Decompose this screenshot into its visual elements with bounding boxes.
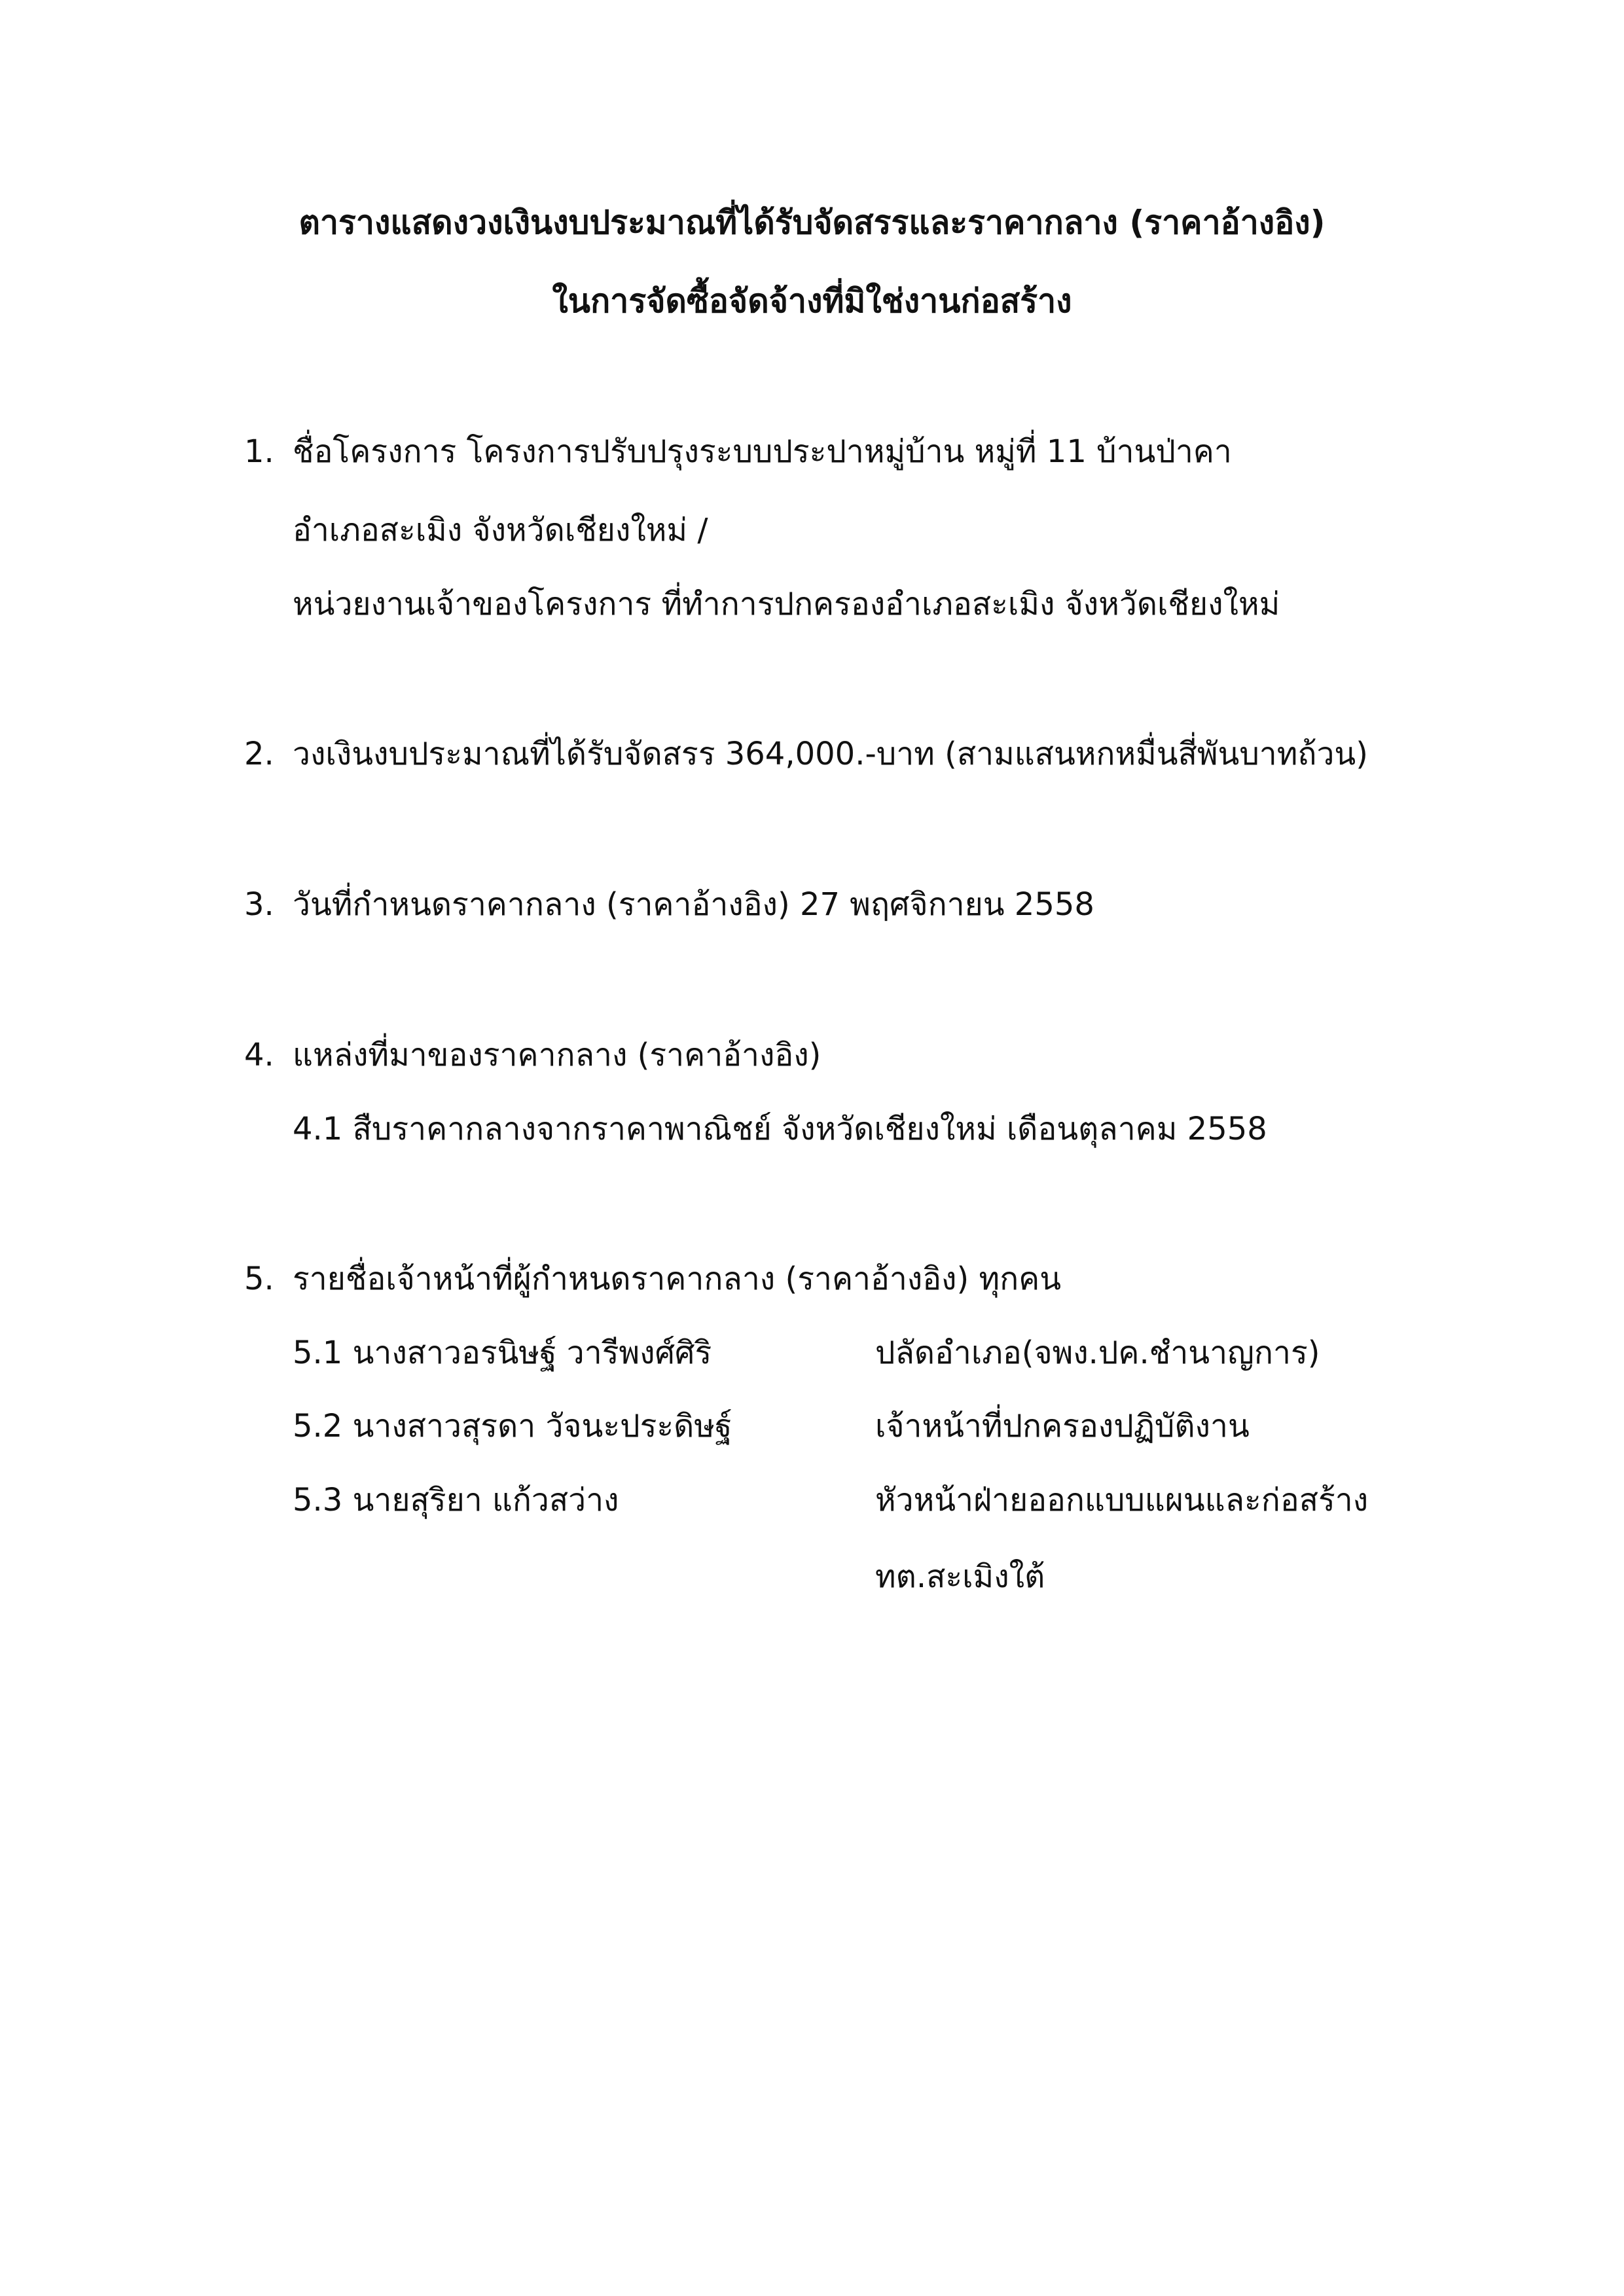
item-1-owner-agency: หน่วยงานเจ้าของโครงการ ที่ทำการปกครองอำเภอสะเมิง จังหวัดเชียงใหม่ — [293, 586, 1280, 622]
official-3-name: 5.3 นายสุริยา แก้วสว่าง — [293, 1482, 619, 1518]
official-1-position: ปลัดอำเภอ(จพง.ปค.ชำนาญการ) — [875, 1335, 1320, 1371]
item-1-project-name: ชื่อโครงการ โครงการปรับปรุงระบบประปาหมู่บ้าน หมู่ที่ 11 บ้านป่าคา — [293, 433, 1232, 470]
document-title-line-1: ตารางแสดงวงเงินงบประมาณที่ได้รับจัดสรรและราคากลาง (ราคาอ้างอิง) — [298, 204, 1326, 242]
item-1-number: 1. — [244, 433, 274, 470]
item-5-number: 5. — [244, 1261, 274, 1297]
item-3-reference-date: วันที่กำหนดราคากลาง (ราคาอ้างอิง) 27 พฤศจิกายน 2558 — [293, 886, 1094, 923]
official-3-position-continued: ทต.สะเมิงใต้ — [875, 1558, 1045, 1595]
item-3-number: 3. — [244, 886, 274, 923]
item-4-number: 4. — [244, 1037, 274, 1073]
item-2-number: 2. — [244, 736, 274, 772]
item-4-1-commerce-price: 4.1 สืบราคากลางจากราคาพาณิชย์ จังหวัดเชียงใหม่ เดือนตุลาคม 2558 — [293, 1111, 1267, 1147]
item-5-officials-heading: รายชื่อเจ้าหน้าที่ผู้กำหนดราคากลาง (ราคาอ้างอิง) ทุกคน — [293, 1261, 1062, 1297]
document-title-line-2: ในการจัดซื้อจัดจ้างที่มิใช่งานก่อสร้าง — [552, 282, 1072, 320]
official-3-position: หัวหน้าฝ่ายออกแบบแผนและก่อสร้าง — [875, 1482, 1369, 1518]
item-4-price-source: แหล่งที่มาของราคากลาง (ราคาอ้างอิง) — [293, 1037, 821, 1073]
official-2-name: 5.2 นางสาวสุรดา วัจนะประดิษฐ์ — [293, 1408, 732, 1444]
item-1-project-location: อำเภอสะเมิง จังหวัดเชียงใหม่ / — [293, 512, 708, 548]
official-2-position: เจ้าหน้าที่ปกครองปฏิบัติงาน — [875, 1408, 1250, 1444]
item-2-budget: วงเงินงบประมาณที่ได้รับจัดสรร 364,000.-บาท (สามแสนหกหมื่นสี่พันบาทถ้วน) — [293, 736, 1368, 772]
official-1-name: 5.1 นางสาวอรนิษฐ์ วารีพงศ์ศิริ — [293, 1335, 712, 1371]
